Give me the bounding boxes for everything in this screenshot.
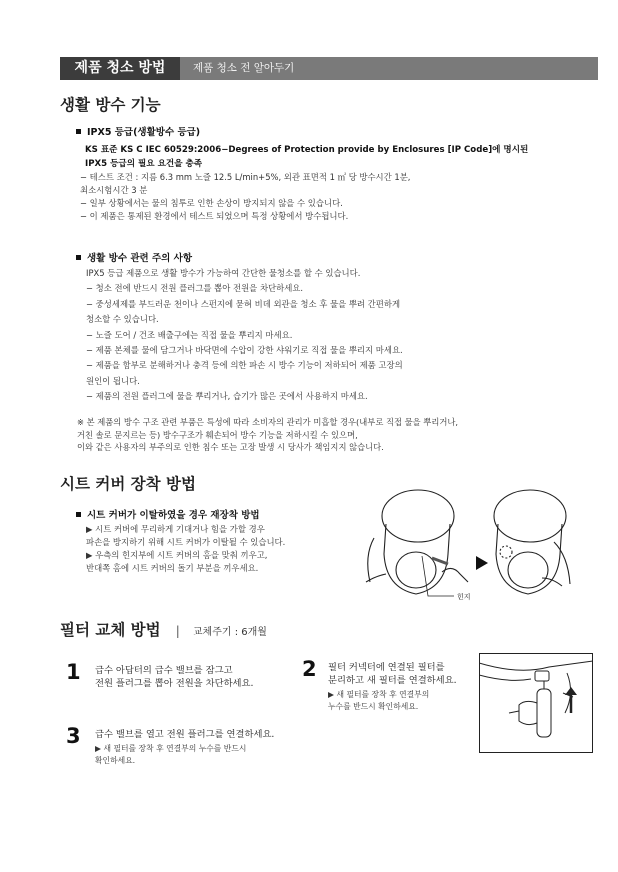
triangle-arrow-icon (476, 556, 488, 570)
step-note: ▶ 새 필터를 장착 후 연결부의 누수를 반드시 (95, 744, 247, 753)
replacement-cycle: 교체주기 : 6개월 (192, 627, 267, 638)
ipx5-heading: IPX5 등급(생활방수 등급) (76, 124, 200, 138)
section-title-filter: 필터 교체 방법 (60, 621, 161, 639)
list-item: 원인이 됩니다. (86, 375, 140, 386)
ipx5-details (80, 171, 410, 223)
step-line: 급수 밸브를 열고 전원 플러그를 연결하세요. (95, 729, 275, 740)
seat-lid-right (494, 490, 566, 542)
header-title: 제품 청소 방법 (60, 57, 180, 80)
note-line: ※ 본 제품의 방수 구조 관련 부품은 특성에 따라 소비자의 관리가 미흡할 경우(내부로 직접 물을 뿌리거나, (77, 417, 458, 427)
list-item: ▶ 우측의 힌지부에 시트 커버의 홈을 맞춰 끼우고, (86, 550, 268, 560)
step-note: 누수를 반드시 확인하세요. (328, 701, 419, 711)
list-item: 파손을 방지하기 위해 시트 커버가 이탈될 수 있습니다. (86, 537, 286, 547)
section-title-waterproof: 생활 방수 기능 (60, 96, 161, 114)
step-line: 필터 커넥터에 연결된 필터를 (328, 662, 445, 673)
caution-list (86, 266, 403, 405)
seat-cover-instructions (86, 523, 285, 575)
title-separator: | (175, 624, 180, 638)
list-item: IPX5 등급 제품으로 생활 방수가 가능하여 간단한 물청소를 할 수 있습니다. (86, 268, 361, 278)
seat-body-right (496, 524, 562, 594)
list-item: 최소시험시간 3 분 (80, 185, 148, 195)
list-item: − 테스트 조건 : 지름 6.3 mm 노즐 12.5 L/min+5%, 외관 표면적 1 ㎡ 당 방수시간 1분, (80, 172, 411, 182)
step-note: ▶ 새 필터를 장착 후 연결부의 (328, 690, 430, 699)
hinge-label: 힌지 (457, 593, 471, 601)
section-header-bar (60, 57, 598, 80)
bullet-square-icon (76, 129, 81, 134)
seat-cover-heading: 시트 커버가 이탈하였을 경우 재장착 방법 (76, 507, 260, 521)
note-line: 이와 같은 사용자의 부주의로 인한 침수 또는 고장 발생 시 당사가 책임지지 않습니다. (77, 442, 384, 452)
seat-cover-illustration (356, 486, 596, 606)
ipx5-standard-text: KS 표준 KS C IEC 60529:2006−Degrees of Protection provide by Enclosures [IP Code]에 명시된 (85, 145, 529, 155)
note-line: 거친 솔로 문지르는 등) 방수구조가 훼손되어 방수 기능을 저하시킬 수 있으며, (77, 429, 358, 440)
step-line: 급수 아답터의 급수 밸브를 잠그고 (95, 665, 233, 676)
list-item: 반대쪽 홈에 시트 커버의 돌기 부분을 끼우세요. (86, 563, 259, 573)
list-item: 청소할 수 있습니다. (86, 314, 159, 325)
list-item: − 중성세제를 부드러운 천이나 스펀지에 묻혀 비데 외관을 청소 후 물을 뿌려 간편하게 (86, 298, 401, 309)
waterproof-note (77, 416, 458, 454)
step-number: 1 (66, 660, 81, 684)
section-title-seat-cover: 시트 커버 장착 방법 (60, 475, 196, 493)
caution-heading: 생활 방수 관련 주의 사항 (76, 250, 192, 264)
seat-hole-left (396, 552, 436, 588)
list-item: − 일부 상황에서는 물의 침투로 인한 손상이 방지되지 않을 수 있습니다. (80, 198, 343, 208)
list-item: ▶ 시트 커버에 무리하게 기대거나 힘을 가할 경우 (86, 524, 265, 534)
step-number: 2 (302, 657, 317, 681)
step-line: 전원 플러그를 뽑아 전원을 차단하세요. (95, 678, 254, 689)
filter-illustration (479, 653, 593, 753)
seat-hole-right (508, 552, 548, 588)
list-item: − 이 제품은 통제된 환경에서 테스트 되었으며 특정 상황에서 방수됩니다. (80, 211, 349, 221)
list-item: − 제품을 함부로 분해하거나 충격 등에 의한 파손 시 방수 기능이 저하되어 제품 고장의 (86, 360, 403, 371)
seat-body-left (384, 524, 450, 594)
seat-lid-left (382, 490, 454, 542)
bullet-square-icon (76, 255, 81, 260)
list-item: − 노즐 도어 / 건조 배출구에는 직접 물을 뿌리지 마세요. (86, 329, 293, 340)
step-3-text (95, 728, 274, 766)
step-note: 확인하세요. (95, 755, 136, 765)
list-item: − 제품의 전원 플러그에 물을 뿌리거나, 습기가 많은 곳에서 사용하지 마세요. (86, 391, 368, 402)
step-1-text (95, 664, 253, 690)
step-number: 3 (66, 724, 81, 748)
filter-title-row (60, 618, 267, 640)
step-2-text (328, 661, 457, 712)
list-item: − 제품 본체를 물에 담그거나 바닥면에 수압이 강한 샤워기로 직접 물을 뿌리지 마세요. (86, 345, 403, 356)
header-subtitle: 제품 청소 전 알아두기 (193, 62, 295, 74)
step-line: 분리하고 새 필터를 연결하세요. (328, 675, 457, 686)
bullet-square-icon (76, 512, 81, 517)
ipx5-requirement-text: IPX5 등급의 필요 요건을 충족 (85, 159, 203, 169)
list-item: − 청소 전에 반드시 전원 플러그를 뽑아 전원을 차단하세요. (86, 283, 304, 294)
